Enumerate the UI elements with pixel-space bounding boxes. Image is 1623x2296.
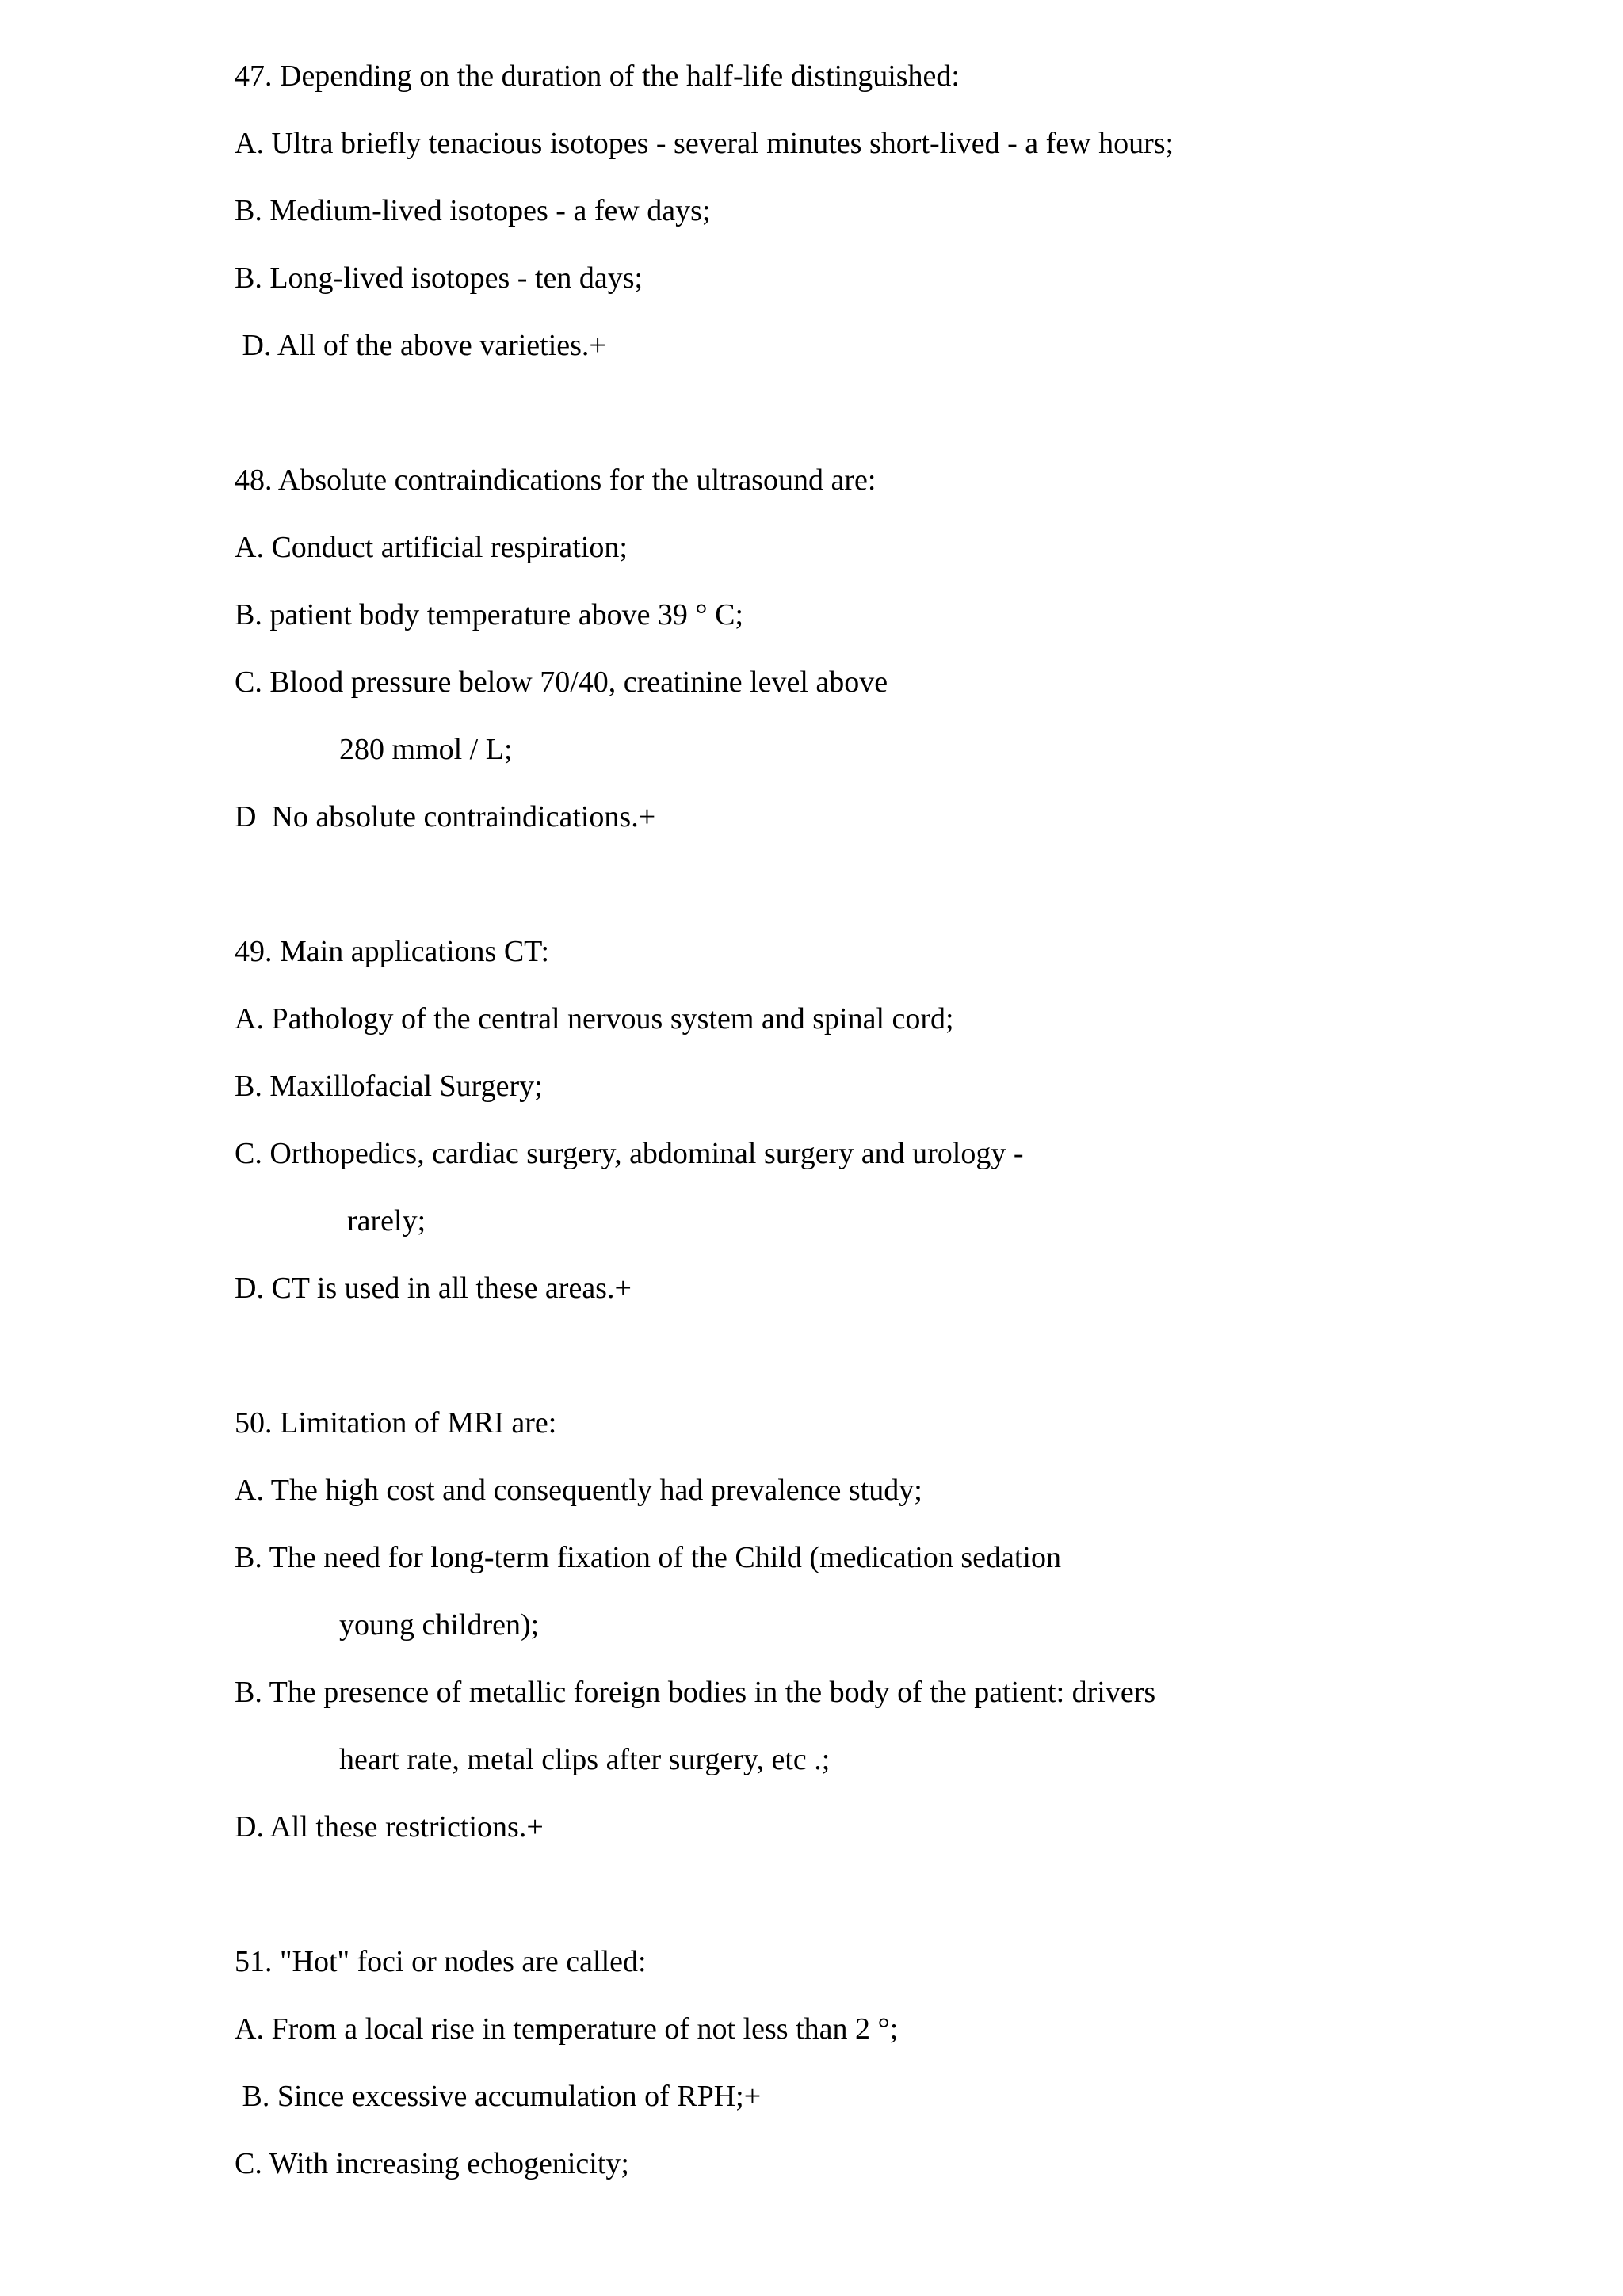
question-50-option-b2: B. The presence of metallic foreign bodies in the body of the patient: drivers: [235, 1676, 1156, 1709]
question-47-option-d: D. All of the above varieties.+: [235, 329, 606, 362]
question-49-option-c-continuation: rarely;: [347, 1204, 426, 1238]
question-49-stem: 49. Main applications CT:: [235, 935, 550, 968]
question-50-stem: 50. Limitation of MRI are:: [235, 1406, 557, 1440]
question-49-option-c: C. Orthopedics, cardiac surgery, abdominal surgery and urology -: [235, 1137, 1024, 1170]
question-51-option-c: C. With increasing echogenicity;: [235, 2147, 629, 2180]
question-49-option-b: B. Maxillofacial Surgery;: [235, 1070, 543, 1103]
question-48-option-c: C. Blood pressure below 70/40, creatinine level above: [235, 666, 888, 699]
question-49-option-a: A. Pathology of the central nervous system and spinal cord;: [235, 1002, 954, 1035]
question-51-option-b: B. Since excessive accumulation of RPH;+: [235, 2080, 762, 2113]
question-50-option-d: D. All these restrictions.+: [235, 1810, 544, 1844]
question-47-option-b: B. Medium-lived isotopes - a few days;: [235, 194, 711, 227]
question-50-option-b2-continuation: heart rate, metal clips after surgery, etc .;: [339, 1743, 831, 1776]
question-49-option-d: D. CT is used in all these areas.+: [235, 1272, 632, 1305]
question-48-stem: 48. Absolute contraindications for the ultrasound are:: [235, 463, 876, 497]
question-51-option-a: A. From a local rise in temperature of not less than 2 °;: [235, 2012, 899, 2046]
question-48-option-c-continuation: 280 mmol / L;: [339, 733, 513, 766]
question-50-option-a: A. The high cost and consequently had prevalence study;: [235, 1474, 922, 1507]
question-47-option-b2: B. Long-lived isotopes - ten days;: [235, 261, 643, 295]
question-48-option-d: D No absolute contraindications.+: [235, 800, 656, 833]
question-50-option-b: B. The need for long-term fixation of the Child (medication sedation: [235, 1541, 1061, 1574]
question-48-option-a: A. Conduct artificial respiration;: [235, 531, 628, 564]
question-51-stem: 51. "Hot" foci or nodes are called:: [235, 1945, 647, 1978]
question-48-option-b: B. patient body temperature above 39 ° C;: [235, 598, 744, 631]
question-47-stem: 47. Depending on the duration of the half-life distinguished:: [235, 59, 960, 93]
question-47-option-a: A. Ultra briefly tenacious isotopes - several minutes short-lived - a few hours;: [235, 127, 1174, 160]
question-50-option-b-continuation: young children);: [339, 1608, 540, 1642]
